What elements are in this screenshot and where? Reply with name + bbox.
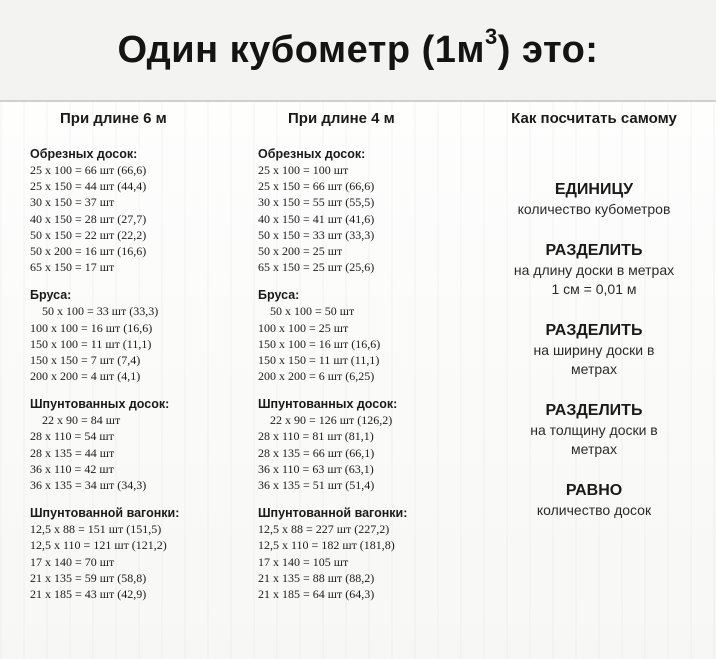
page-title-superscript: 3 [485, 23, 498, 49]
size-row: 28 х 135 = 66 шт (66,1) [258, 445, 375, 460]
step-text: количество кубометров [517, 201, 671, 217]
size-row: 36 х 135 = 51 шт (51,4) [258, 478, 375, 492]
size-row: 28 х 110 = 81 шт (81,1) [258, 429, 374, 444]
size-row: 200 х 200 = 6 шт (6,25) [258, 369, 375, 384]
size-row: 25 х 100 = 100 шт [258, 163, 349, 177]
size-row: 36 х 110 = 42 шт [30, 461, 114, 476]
howto-header: Как посчитать самому [511, 110, 677, 127]
column-howto [478, 106, 710, 542]
size-row: 150 х 150 = 7 шт (7,4) [30, 352, 141, 367]
size-row: 65 х 150 = 17 шт [30, 260, 115, 275]
timber-group [258, 287, 488, 384]
size-row: 12,5 х 88 = 227 шт (227,2) [258, 522, 390, 537]
size-row: 25 х 150 = 44 шт (44,4) [30, 179, 147, 194]
group-title: Бруса: [258, 288, 300, 303]
size-row: 36 х 135 = 34 шт (34,3) [30, 478, 147, 492]
howto-steps [478, 146, 710, 520]
page-title-end: ) это: [497, 28, 599, 71]
size-row: 28 х 110 = 54 шт [30, 429, 114, 444]
group-title: Бруса: [30, 288, 72, 303]
size-row: 65 х 150 = 25 шт (25,6) [258, 260, 375, 275]
howto-step [478, 481, 710, 520]
size-row: 50 х 100 = 33 шт (33,3) [42, 304, 159, 319]
howto-step [478, 241, 710, 299]
size-row: 50 х 150 = 33 шт (33,3) [258, 227, 375, 242]
size-row: 50 х 200 = 25 шт [258, 243, 343, 258]
group-title: Шпунтованной вагонки: [258, 506, 408, 521]
step-text: метрах [571, 441, 617, 457]
howto-step [478, 180, 710, 219]
size-row: 17 х 140 = 70 шт [30, 554, 115, 569]
size-row: 12,5 х 110 = 121 шт (121,2) [30, 538, 167, 553]
timber-group [258, 505, 488, 602]
size-row: 22 х 90 = 84 шт [42, 413, 121, 428]
group-title: Шпунтованных досок: [258, 397, 398, 412]
size-row: 21 х 135 = 59 шт (58,8) [30, 570, 147, 585]
column-header: При длине 4 м [288, 110, 395, 127]
size-row: 40 х 150 = 28 шт (27,7) [30, 211, 147, 226]
size-row: 21 х 185 = 43 шт (42,9) [30, 586, 147, 601]
size-row: 30 х 150 = 37 шт [30, 195, 115, 210]
size-row: 100 х 100 = 16 шт (16,6) [30, 320, 153, 335]
size-row: 12,5 х 88 = 151 шт (151,5) [30, 522, 162, 537]
timber-group [258, 146, 488, 275]
timber-group [258, 396, 488, 493]
size-row: 12,5 х 110 = 182 шт (181,8) [258, 538, 395, 553]
size-row: 21 х 185 = 64 шт (64,3) [258, 586, 375, 601]
timber-group [30, 505, 255, 602]
step-title: РАЗДЕЛИТЬ [545, 322, 643, 339]
group-title: Обрезных досок: [258, 147, 366, 161]
page-title [117, 23, 599, 72]
step-title: РАЗДЕЛИТЬ [545, 402, 643, 419]
size-row: 150 х 100 = 16 шт (16,6) [258, 336, 381, 351]
size-row: 50 х 150 = 22 шт (22,2) [30, 227, 147, 242]
step-title: РАВНО [565, 482, 623, 499]
column-header: При длине 6 м [60, 110, 167, 127]
size-row: 21 х 135 = 88 шт (88,2) [258, 570, 375, 585]
column-length-6m [30, 106, 255, 614]
size-row: 50 х 200 = 16 шт (16,6) [30, 243, 147, 258]
size-row: 50 х 100 = 50 шт [270, 304, 355, 319]
size-row: 17 х 140 = 105 шт [258, 554, 349, 569]
timber-group [30, 287, 255, 384]
size-row: 22 х 90 = 126 шт (126,2) [270, 413, 393, 428]
timber-group [30, 396, 255, 493]
size-row: 40 х 150 = 41 шт (41,6) [258, 211, 375, 226]
size-row: 25 х 100 = 66 шт (66,6) [30, 163, 147, 177]
column-length-4m [258, 106, 488, 614]
group-title: Обрезных досок: [30, 147, 138, 161]
step-title: РАЗДЕЛИТЬ [545, 242, 643, 259]
step-text: 1 см = 0,01 м [551, 281, 637, 297]
timber-group [30, 146, 255, 275]
group-title: Шпунтованной вагонки: [30, 506, 180, 521]
step-text: на толщину доски в [530, 422, 658, 438]
size-row: 100 х 100 = 25 шт [258, 320, 349, 335]
page-title-text: Один кубометр (1м [117, 28, 486, 71]
step-text: количество досок [536, 502, 652, 518]
size-row: 28 х 135 = 44 шт [30, 445, 115, 460]
step-text: на ширину доски в [533, 342, 655, 358]
size-row: 30 х 150 = 55 шт (55,5) [258, 195, 375, 210]
size-row: 36 х 110 = 63 шт (63,1) [258, 461, 374, 476]
step-text: метрах [571, 361, 617, 377]
howto-step [478, 321, 710, 379]
size-row: 200 х 200 = 4 шт (4,1) [30, 369, 141, 384]
size-row: 150 х 150 = 11 шт (11,1) [258, 352, 380, 367]
step-text: на длину доски в метрах [513, 262, 675, 278]
size-row: 150 х 100 = 11 шт (11,1) [30, 336, 152, 351]
size-row: 25 х 150 = 66 шт (66,6) [258, 179, 375, 194]
title-banner [0, 0, 716, 102]
group-title: Шпунтованных досок: [30, 397, 170, 412]
step-title: ЕДИНИЦУ [554, 181, 634, 198]
howto-step [478, 401, 710, 459]
